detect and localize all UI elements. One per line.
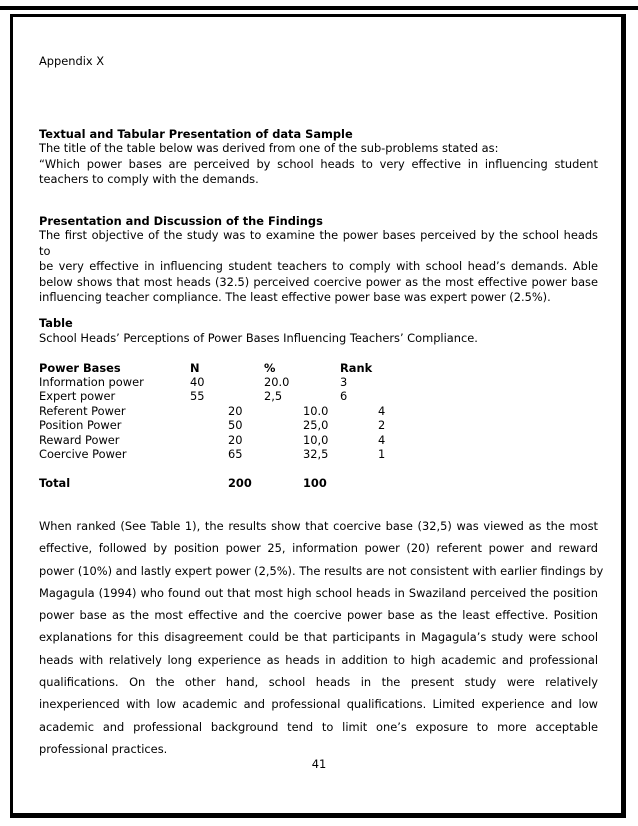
table-label: Table xyxy=(39,316,73,330)
discussion-line: heads with relatively long experience as heads in addition to high academic and professional xyxy=(39,652,598,667)
table-header-percent: % xyxy=(264,361,276,375)
table-cell-n: 55 xyxy=(190,389,205,403)
table-cell-n: 50 xyxy=(228,418,243,432)
section2-body xyxy=(39,228,598,306)
section1-body xyxy=(39,141,598,188)
table-cell-percent: 10.0 xyxy=(303,404,329,418)
table-cell-n: 40 xyxy=(190,375,205,389)
section1-line: The title of the table below was derived from one of the sub-problems stated as: xyxy=(39,141,499,155)
table-cell-rank: 1 xyxy=(378,447,386,461)
table-cell-percent: 32,5 xyxy=(303,447,329,461)
table-header-power-bases: Power Bases xyxy=(39,361,121,375)
table-cell-base: Referent Power xyxy=(39,404,126,418)
table-header-n: N xyxy=(190,361,200,375)
table-cell-n: 20 xyxy=(228,433,243,447)
table-total-percent: 100 xyxy=(303,476,327,490)
discussion-line: effective, followed by position power 25, information power (20) referent power and reward xyxy=(39,541,598,556)
discussion-line: professional practices. xyxy=(39,741,168,756)
table-cell-n: 20 xyxy=(228,404,243,418)
table-cell-rank: 3 xyxy=(340,375,348,389)
table-cell-rank: 4 xyxy=(378,404,386,418)
table-cell-base: Position Power xyxy=(39,418,122,432)
section2-line: influencing teacher compliance. The least effective power base was expert power (2.5%). xyxy=(39,290,551,304)
table-header-rank: Rank xyxy=(340,361,373,375)
table-cell-percent: 10,0 xyxy=(303,433,329,447)
table-total-label: Total xyxy=(39,476,71,490)
table-cell-percent: 25,0 xyxy=(303,418,329,432)
discussion-line: academic and professional background tend to limit one’s exposure to more acceptable xyxy=(39,719,598,734)
table-cell-percent: 2,5 xyxy=(264,389,283,403)
discussion-line: Magagula (1994) who found out that most high school heads in Swaziland perceived the position xyxy=(39,585,598,600)
appendix-label: Appendix X xyxy=(39,54,105,68)
table-cell-percent: 20.0 xyxy=(264,375,290,389)
table-total-n: 200 xyxy=(228,476,252,490)
table-cell-n: 65 xyxy=(228,447,243,461)
discussion-line: inexperienced with low academic and professional qualifications. Limited experience and low xyxy=(39,697,598,712)
table-caption: School Heads’ Perceptions of Power Bases Influencing Teachers’ Compliance. xyxy=(39,331,478,345)
page-number: 41 xyxy=(311,757,327,771)
section2-line: be very effective in influencing student teachers to comply with school head’s demands. Able xyxy=(39,259,598,273)
discussion-line: power (10%) and lastly expert power (2,5%). The results are not consistent with earlier findings by xyxy=(39,563,604,578)
table-cell-base: Information power xyxy=(39,375,144,389)
discussion-line: qualifications. On the other hand, school heads in the present study were relatively xyxy=(39,675,598,690)
section2-line: below shows that most heads (32.5) perceived coercive power as the most effective power base xyxy=(39,274,598,289)
section1-line: “Which power bases are perceived by school heads to very effective in influencing student xyxy=(39,156,598,171)
discussion-line: power base as the most effective and the coercive power base as the least effective. Position xyxy=(39,608,598,623)
section2-heading: Presentation and Discussion of the Findings xyxy=(39,214,323,228)
table-cell-rank: 2 xyxy=(378,418,386,432)
table-cell-rank: 6 xyxy=(340,389,348,403)
section1-line: teachers to comply with the demands. xyxy=(39,172,259,186)
discussion-line: explanations for this disagreement could be that participants in Magagula’s study were school xyxy=(39,630,598,645)
table-cell-base: Reward Power xyxy=(39,433,120,447)
discussion-line: When ranked (See Table 1), the results show that coercive base (32,5) was viewed as the most xyxy=(39,519,598,533)
table-cell-base: Expert power xyxy=(39,389,116,403)
section2-line: The first objective of the study was to examine the power bases perceived by the school heads to xyxy=(39,228,598,258)
discussion-paragraph xyxy=(39,515,604,760)
table-cell-rank: 4 xyxy=(378,433,386,447)
section1-heading: Textual and Tabular Presentation of data Sample xyxy=(39,127,353,141)
table-cell-base: Coercive Power xyxy=(39,447,127,461)
top-rule xyxy=(0,6,638,10)
